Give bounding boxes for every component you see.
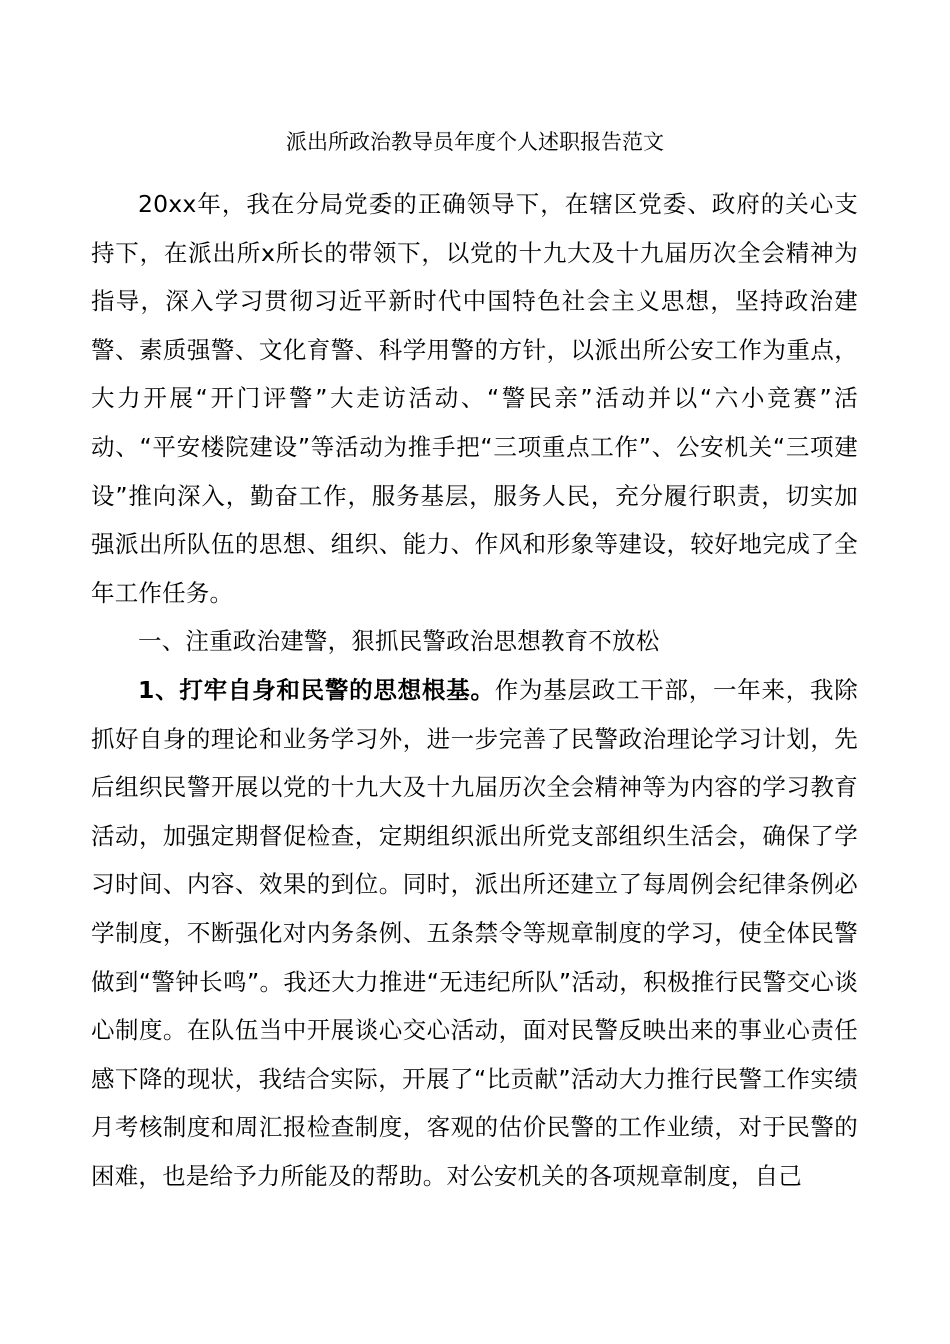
- document-title: 派出所政治教导员年度个人述职报告范文: [286, 130, 664, 154]
- item-lead: 1、打牢自身和民警的思想根基。: [138, 675, 495, 704]
- section-heading: 一、注重政治建警，狠抓民警政治思想教育不放松: [138, 627, 660, 656]
- document-body: [91, 180, 858, 1200]
- item-paragraph: [91, 666, 858, 1201]
- item-text: 作为基层政工干部，一年来，我除抓好自身的理论和业务学习外，进一步完善了民警政治理论学习计划，先后组织民警开展以党的十九大及十九届历次全会精神等为内容的学习教育活动，加强定期督促检查，定期组织派出所党支部组织生活会，确保了学习时间、内容、效果的到位。同时，派出所还建立了每周例会纪律条例必学制度，不断强化对内务条例、五条禁令等规章制度的学习，使全体民警做到“警钟长鸣”。我还大力推进“无违纪所队”活动，积极推行民警交心谈心制度。在队伍当中开展谈心交心活动，面对民警反映出来的事业心责任感下降的现状，我结合实际，开展了“比贡献”活动大力推行民警工作实绩月考核制度和周汇报检查制度，客观的估价民警的工作业绩，对于民警的困难，也是给予力所能及的帮助。对公安机关的各项规章制度，自己: [91, 675, 858, 1190]
- intro-paragraph: 20xx年，我在分局党委的正确领导下，在辖区党委、政府的关心支持下，在派出所x所长的带领下，以党的十九大及十九届历次全会精神为指导，深入学习贯彻习近平新时代中国特色社会主义思想，坚持政治建警、素质强警、文化育警、科学用警的方针，以派出所公安工作为重点，大力开展“开门评警”大走访活动、“警民亲”活动并以“六小竞赛”活动、“平安楼院建设”等活动为推手把“三项重点工作”、公安机关“三项建设”推向深入，勤奋工作，服务基层，服务人民，充分履行职责，切实加强派出所队伍的思想、组织、能力、作风和形象等建设，较好地完成了全年工作任务。: [91, 190, 858, 607]
